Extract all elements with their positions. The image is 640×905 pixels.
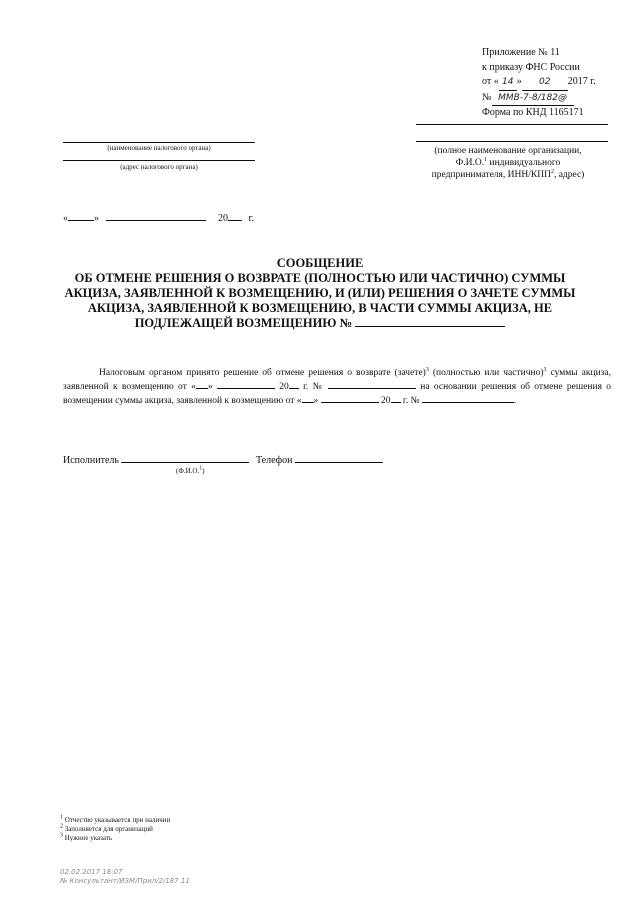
executor-fio-caption: (Ф.И.О.$^1$) [176, 465, 205, 475]
form-knd: Форма по КНД 1165171 [482, 107, 584, 118]
appendix-order: к приказу ФНС России [482, 61, 580, 73]
taxpayer-line-2 [416, 141, 608, 142]
appendix-order-number: № ММВ-7-8/182@ [482, 91, 596, 107]
executor-label: Исполнитель [63, 455, 119, 466]
date-year-field [228, 220, 242, 221]
tax-authority-address-caption: (адрес налогового органа) [120, 163, 198, 171]
cancel-decision-number-field [422, 402, 514, 403]
tax-authority-name-caption: (наименование налогового органа) [107, 144, 211, 152]
date-month-field [106, 220, 206, 221]
document-title: СООБЩЕНИЕ ОБ ОТМЕНЕ РЕШЕНИЯ О ВОЗВРАТЕ (ПОЛНОСТЬЮ ИЛИ ЧАСТИЧНО) СУММЫ АКЦИЗА, ЗАЯВЛЕННОЙ К ВОЗМЕЩЕНИЮ, И (ИЛИ) РЕШЕНИЯ О ЗАЧЕТЕ СУММЫ АКЦИЗА, ЗАЯВЛЕННОЙ К ВОЗМЕЩЕНИЮ, В ЧАСТИ СУММЫ АКЦИЗА, НЕ ПОДЛЕЖАЩЕЙ ВОЗМЕЩЕНИЮ № [64, 256, 576, 330]
message-body: Налоговым органом принято решение об отмене решения о возврате (зачете)$^3$ (полностью или частично)$^3$ суммы акциза, заявленной к возмещению от « » 20 г. № на основании решения об отмене решения о возмещении суммы акциза, заявленной к возмещению от « » 20 г. № . [63, 366, 612, 406]
taxpayer-caption: (полное наименование организации, Ф.И.О.$^1$ индивидуального предпринимателя, ИНН/КПП$^2$, адрес) [431, 146, 585, 180]
footnote-2: $^2$ Заполняется для организаций [60, 823, 153, 833]
footnote-3: $^3$ Нужное указать [60, 832, 113, 842]
tax-authority-name-line [63, 142, 255, 143]
executor-name-field [121, 462, 249, 463]
executor-line [63, 455, 383, 466]
cancel-decision-month-field [321, 402, 379, 403]
appendix-block [482, 46, 596, 121]
order-day-handwritten: 14 [499, 75, 517, 91]
message-number-field [355, 326, 505, 327]
cancel-decision-day-field [302, 402, 314, 403]
date-day-field [68, 220, 94, 221]
refund-decision-day-field [196, 388, 208, 389]
order-month-handwritten: 02 [522, 75, 568, 91]
order-number-handwritten: ММВ-7-8/182@ [492, 91, 574, 107]
phone-field [295, 462, 383, 463]
taxpayer-line-1 [416, 124, 608, 125]
appendix-number: Приложение № 11 [482, 47, 560, 58]
appendix-order-date: от « 14 » 02 2017 г. [482, 75, 596, 91]
footnote-1: $^1$ Отчество указывается при наличии [60, 814, 171, 824]
refund-decision-month-field [217, 388, 275, 389]
refund-decision-number-field [328, 388, 416, 389]
registration-stamp: 02.02.2017 18:07 № Консультант/ИЗМ/Прил/2/187 11 [60, 868, 190, 885]
refund-decision-year-field [289, 388, 299, 389]
tax-authority-address-line [63, 160, 255, 161]
phone-label: Телефон [255, 455, 293, 466]
cancel-decision-year-field [391, 402, 401, 403]
document-date-line: « » 20 г. [63, 213, 254, 224]
